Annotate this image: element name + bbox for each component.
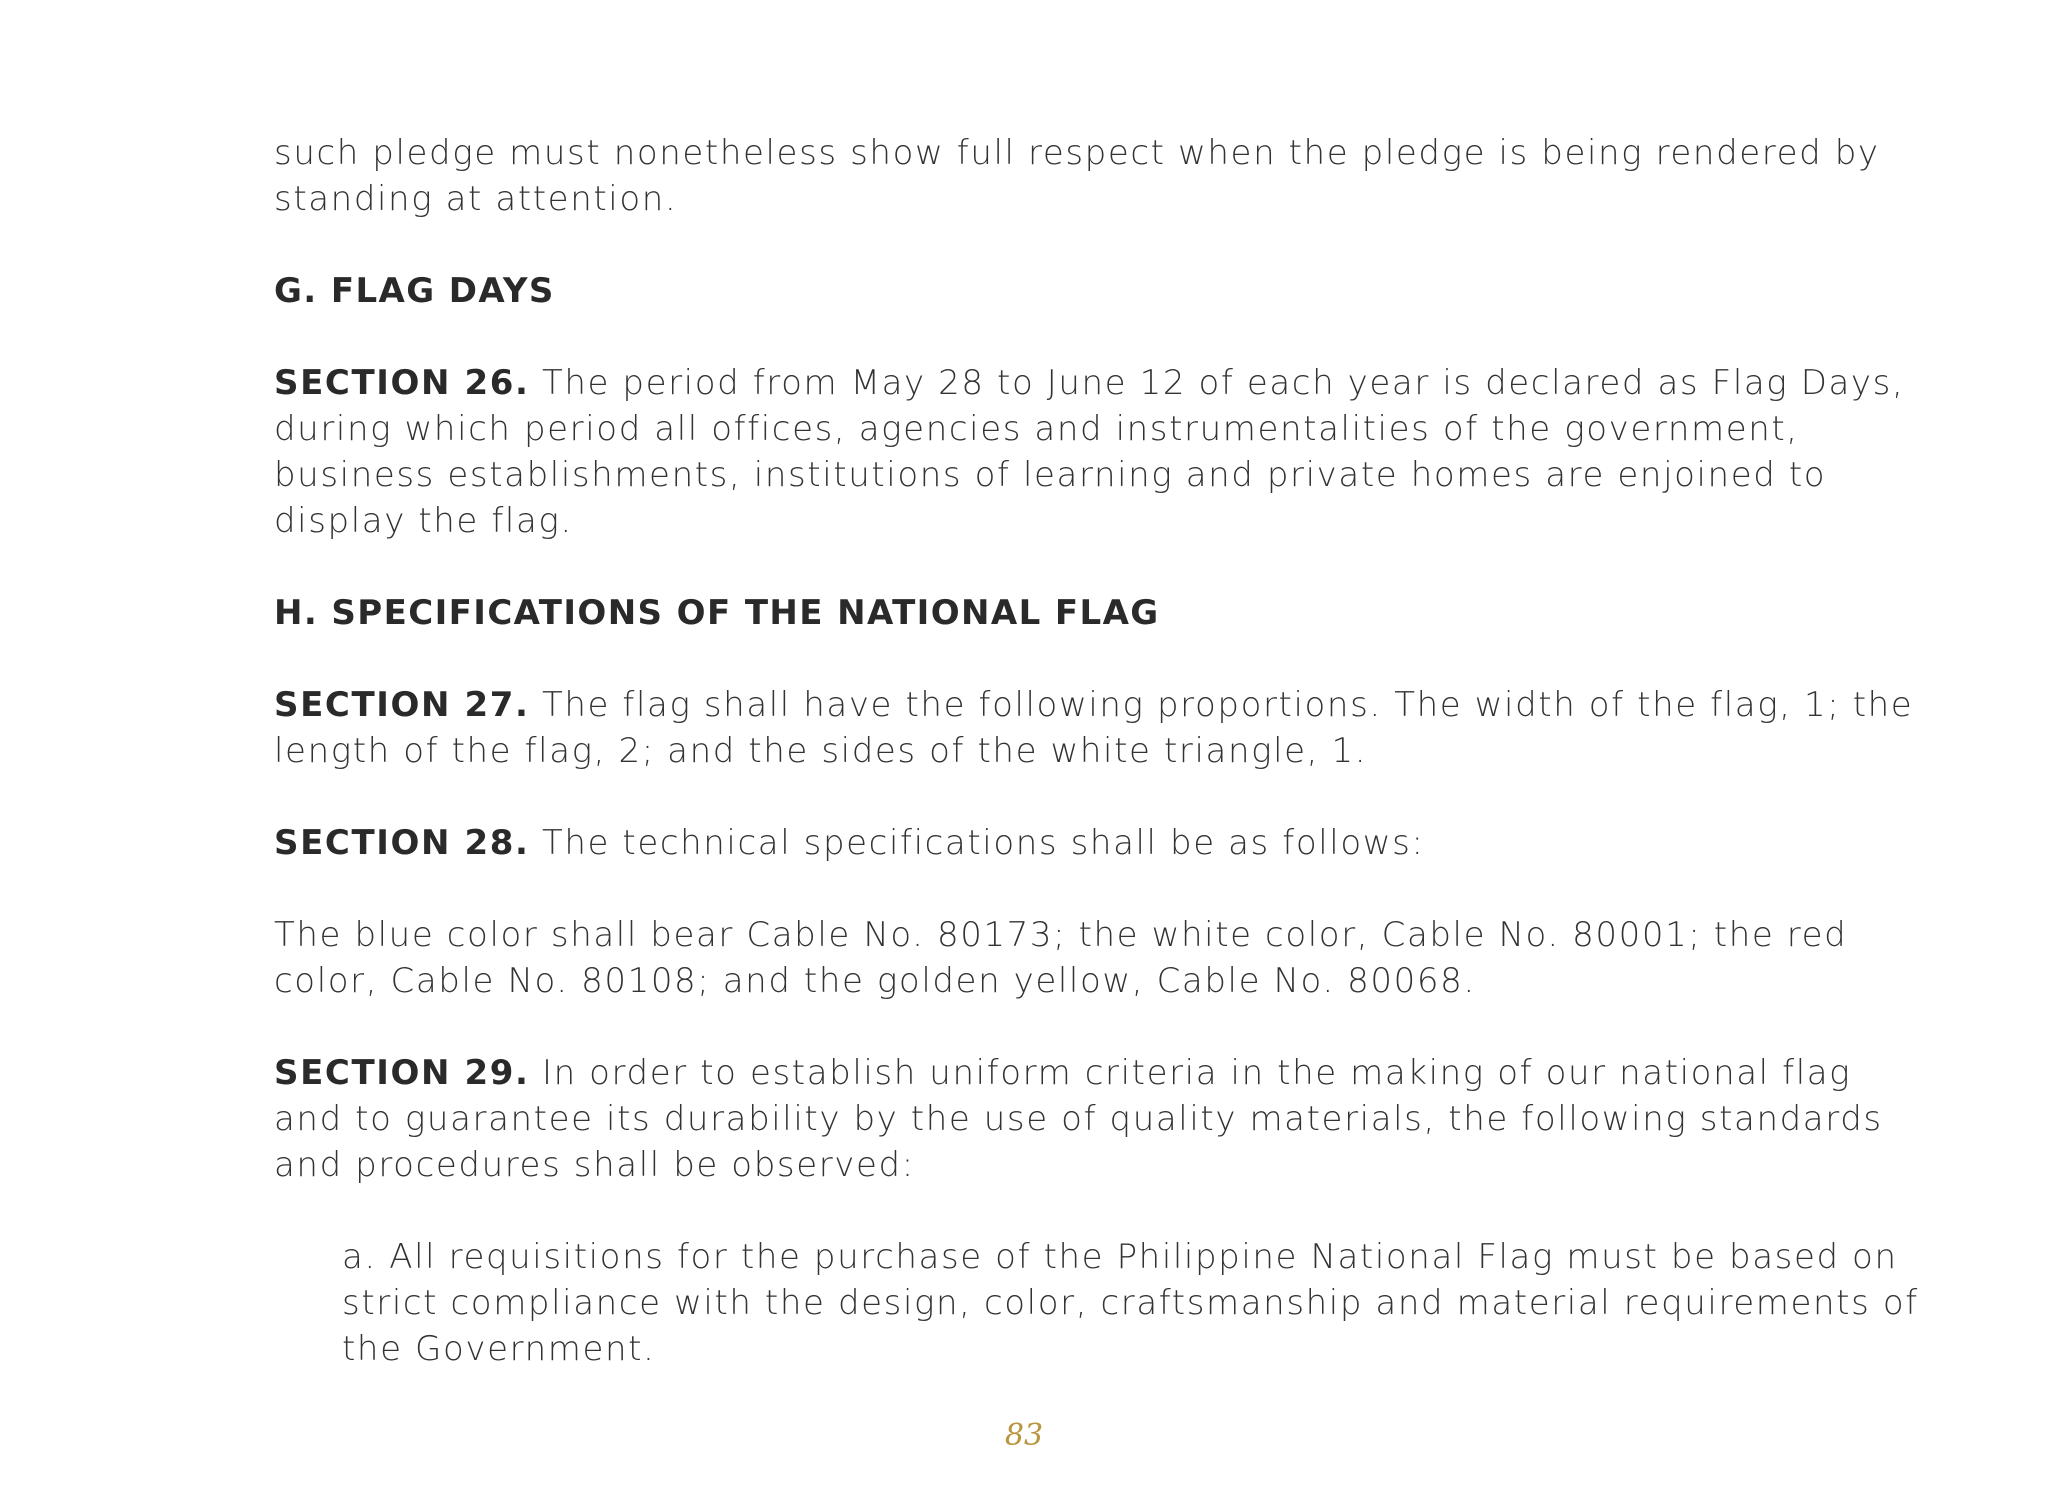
document-body (274, 130, 1924, 1372)
section-26-text: The period from May 28 to June 12 of each year is declared as Flag Days, during which period all offices, agencies and instrumentalities of the government, business establishments, institutions of learning and private homes are enjoined to display the flag. (274, 363, 1905, 541)
heading-specifications: H. SPECIFICATIONS OF THE NATIONAL FLAG (274, 593, 1160, 633)
heading-flag-days: G. FLAG DAYS (274, 271, 555, 311)
section-27-label: SECTION 27. (274, 685, 530, 725)
section-27-paragraph (274, 682, 1924, 774)
section-29-text: In order to establish uniform criteria in the making of our national flag and to guarantee its durability by the use of quality materials, the following standards and procedures shall be observed: (274, 1053, 1883, 1185)
section-27-text: The flag shall have the following proportions. The width of the flag, 1; the length of the flag, 2; and the sides of the white triangle, 1. (274, 685, 1914, 771)
page-number: 83 (1004, 1418, 1044, 1453)
list-item-a: a. All requisitions for the purchase of the Philippine National Flag must be based on strict compliance with the design, color, craftsmanship and material requirements of the Government. (342, 1237, 1919, 1369)
section-29-label: SECTION 29. (274, 1053, 530, 1093)
section-28-label: SECTION 28. (274, 823, 530, 863)
section-28-paragraph (274, 820, 1924, 866)
section-29-paragraph (274, 1050, 1924, 1188)
intro-paragraph: such pledge must nonetheless show full respect when the pledge is being rendered by standing at attention. (274, 133, 1880, 219)
section-26-paragraph (274, 360, 1924, 544)
section-28-text: The technical specifications shall be as follows: (529, 823, 1425, 863)
colors-paragraph: The blue color shall bear Cable No. 80173; the white color, Cable No. 80001; the red color, Cable No. 80108; and the golden yellow, Cable No. 80068. (274, 915, 1848, 1001)
section-26-label: SECTION 26. (274, 363, 530, 403)
